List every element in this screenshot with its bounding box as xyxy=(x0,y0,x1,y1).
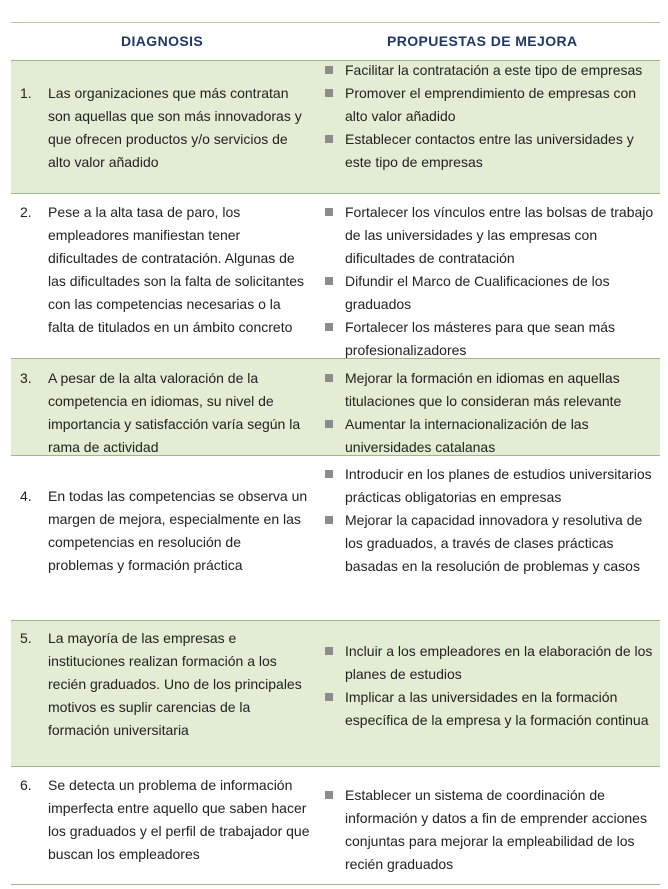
square-bullet-icon xyxy=(325,470,333,478)
proposals-list xyxy=(321,640,659,732)
list-item: Facilitar la contratación a este tipo de empresas xyxy=(321,59,659,82)
diagnosis-text: Pese a la alta tasa de paro, los empleadores manifiestan tener dificultades de contratación. Algunas de las dificultades son la falta de solicitantes con las competencias necesarias o la falta de titulados en un ámbito concreto xyxy=(48,204,305,335)
square-bullet-icon xyxy=(325,66,333,74)
row-number: 4. xyxy=(20,488,32,504)
square-bullet-icon xyxy=(325,208,333,216)
bottom-rule xyxy=(11,884,660,885)
header-diagnosis: DIAGNOSIS xyxy=(121,33,204,49)
proposals-list xyxy=(321,59,659,174)
square-bullet-icon xyxy=(325,693,333,701)
diagnosis-text: A pesar de la alta valoración de la competencia en idiomas, su nivel de importancia y satisfacción varía según la rama de actividad xyxy=(48,370,301,455)
list-item: Incluir a los empleadores en la elaboración de los planes de estudios xyxy=(321,640,659,686)
table-row xyxy=(11,358,660,455)
row-number: 6. xyxy=(20,777,32,793)
square-bullet-icon xyxy=(325,89,333,97)
diagnosis-text: Se detecta un problema de información imperfecta entre aquello que saben hacer los graduados y el perfil de trabajador que buscan los empleadores xyxy=(48,777,310,862)
table-row xyxy=(11,193,660,358)
list-item: Establecer contactos entre las universidades y este tipo de empresas xyxy=(321,128,659,174)
row-number: 2. xyxy=(20,204,32,220)
proposals-list xyxy=(321,463,659,578)
row-number: 5. xyxy=(20,630,32,646)
table-row xyxy=(11,60,660,193)
list-item: Fortalecer los másteres para que sean más profesionalizadores xyxy=(321,316,659,362)
list-item: Aumentar la internacionalización de las universidades catalanas xyxy=(321,413,659,459)
list-item: Mejorar la formación en idiomas en aquellas titulaciones que lo consideran más relevante xyxy=(321,367,659,413)
diagnosis-text: Las organizaciones que más contratan son aquellas que son más innovadoras y que ofrecen productos y/o servicios de alto valor añadido xyxy=(48,85,302,170)
list-item: Difundir el Marco de Cualificaciones de los graduados xyxy=(321,270,659,316)
square-bullet-icon xyxy=(325,420,333,428)
proposals-list xyxy=(321,367,659,459)
row-number: 1. xyxy=(20,85,32,101)
square-bullet-icon xyxy=(325,374,333,382)
list-item: Fortalecer los vínculos entre las bolsas de trabajo de las universidades y las empresas con dificultades de contratación xyxy=(321,201,659,270)
row-number: 3. xyxy=(20,370,32,386)
table-row xyxy=(11,620,660,766)
list-item: Promover el emprendimiento de empresas con alto valor añadido xyxy=(321,82,659,128)
list-item: Mejorar la capacidad innovadora y resolutiva de los graduados, a través de clases prácticas basadas en la resolución de problemas y casos xyxy=(321,509,659,578)
square-bullet-icon xyxy=(325,323,333,331)
list-item: Implicar a las universidades en la formación específica de la empresa y la formación continua xyxy=(321,686,659,732)
square-bullet-icon xyxy=(325,135,333,143)
proposals-list xyxy=(321,201,659,362)
square-bullet-icon xyxy=(325,791,333,799)
table-header xyxy=(11,22,660,60)
diagnosis-text: En todas las competencias se observa un margen de mejora, especialmente en las competencias en resolución de problemas y formación práctica xyxy=(48,488,308,573)
header-proposals: PROPUESTAS DE MEJORA xyxy=(387,33,578,49)
table-row xyxy=(11,455,660,620)
diagnosis-text: La mayoría de las empresas e instituciones realizan formación a los recién graduados. Uno de los principales motivos es suplir carencias de la formación universitaria xyxy=(48,630,302,738)
list-item: Establecer un sistema de coordinación de información y datos a fin de emprender acciones conjuntas para mejorar la empleabilidad de los recién graduados xyxy=(321,784,659,876)
table-row xyxy=(11,766,660,884)
list-item: Introducir en los planes de estudios universitarios prácticas obligatorias en empresas xyxy=(321,463,659,509)
square-bullet-icon xyxy=(325,516,333,524)
square-bullet-icon xyxy=(325,647,333,655)
proposals-list xyxy=(321,784,659,876)
square-bullet-icon xyxy=(325,277,333,285)
